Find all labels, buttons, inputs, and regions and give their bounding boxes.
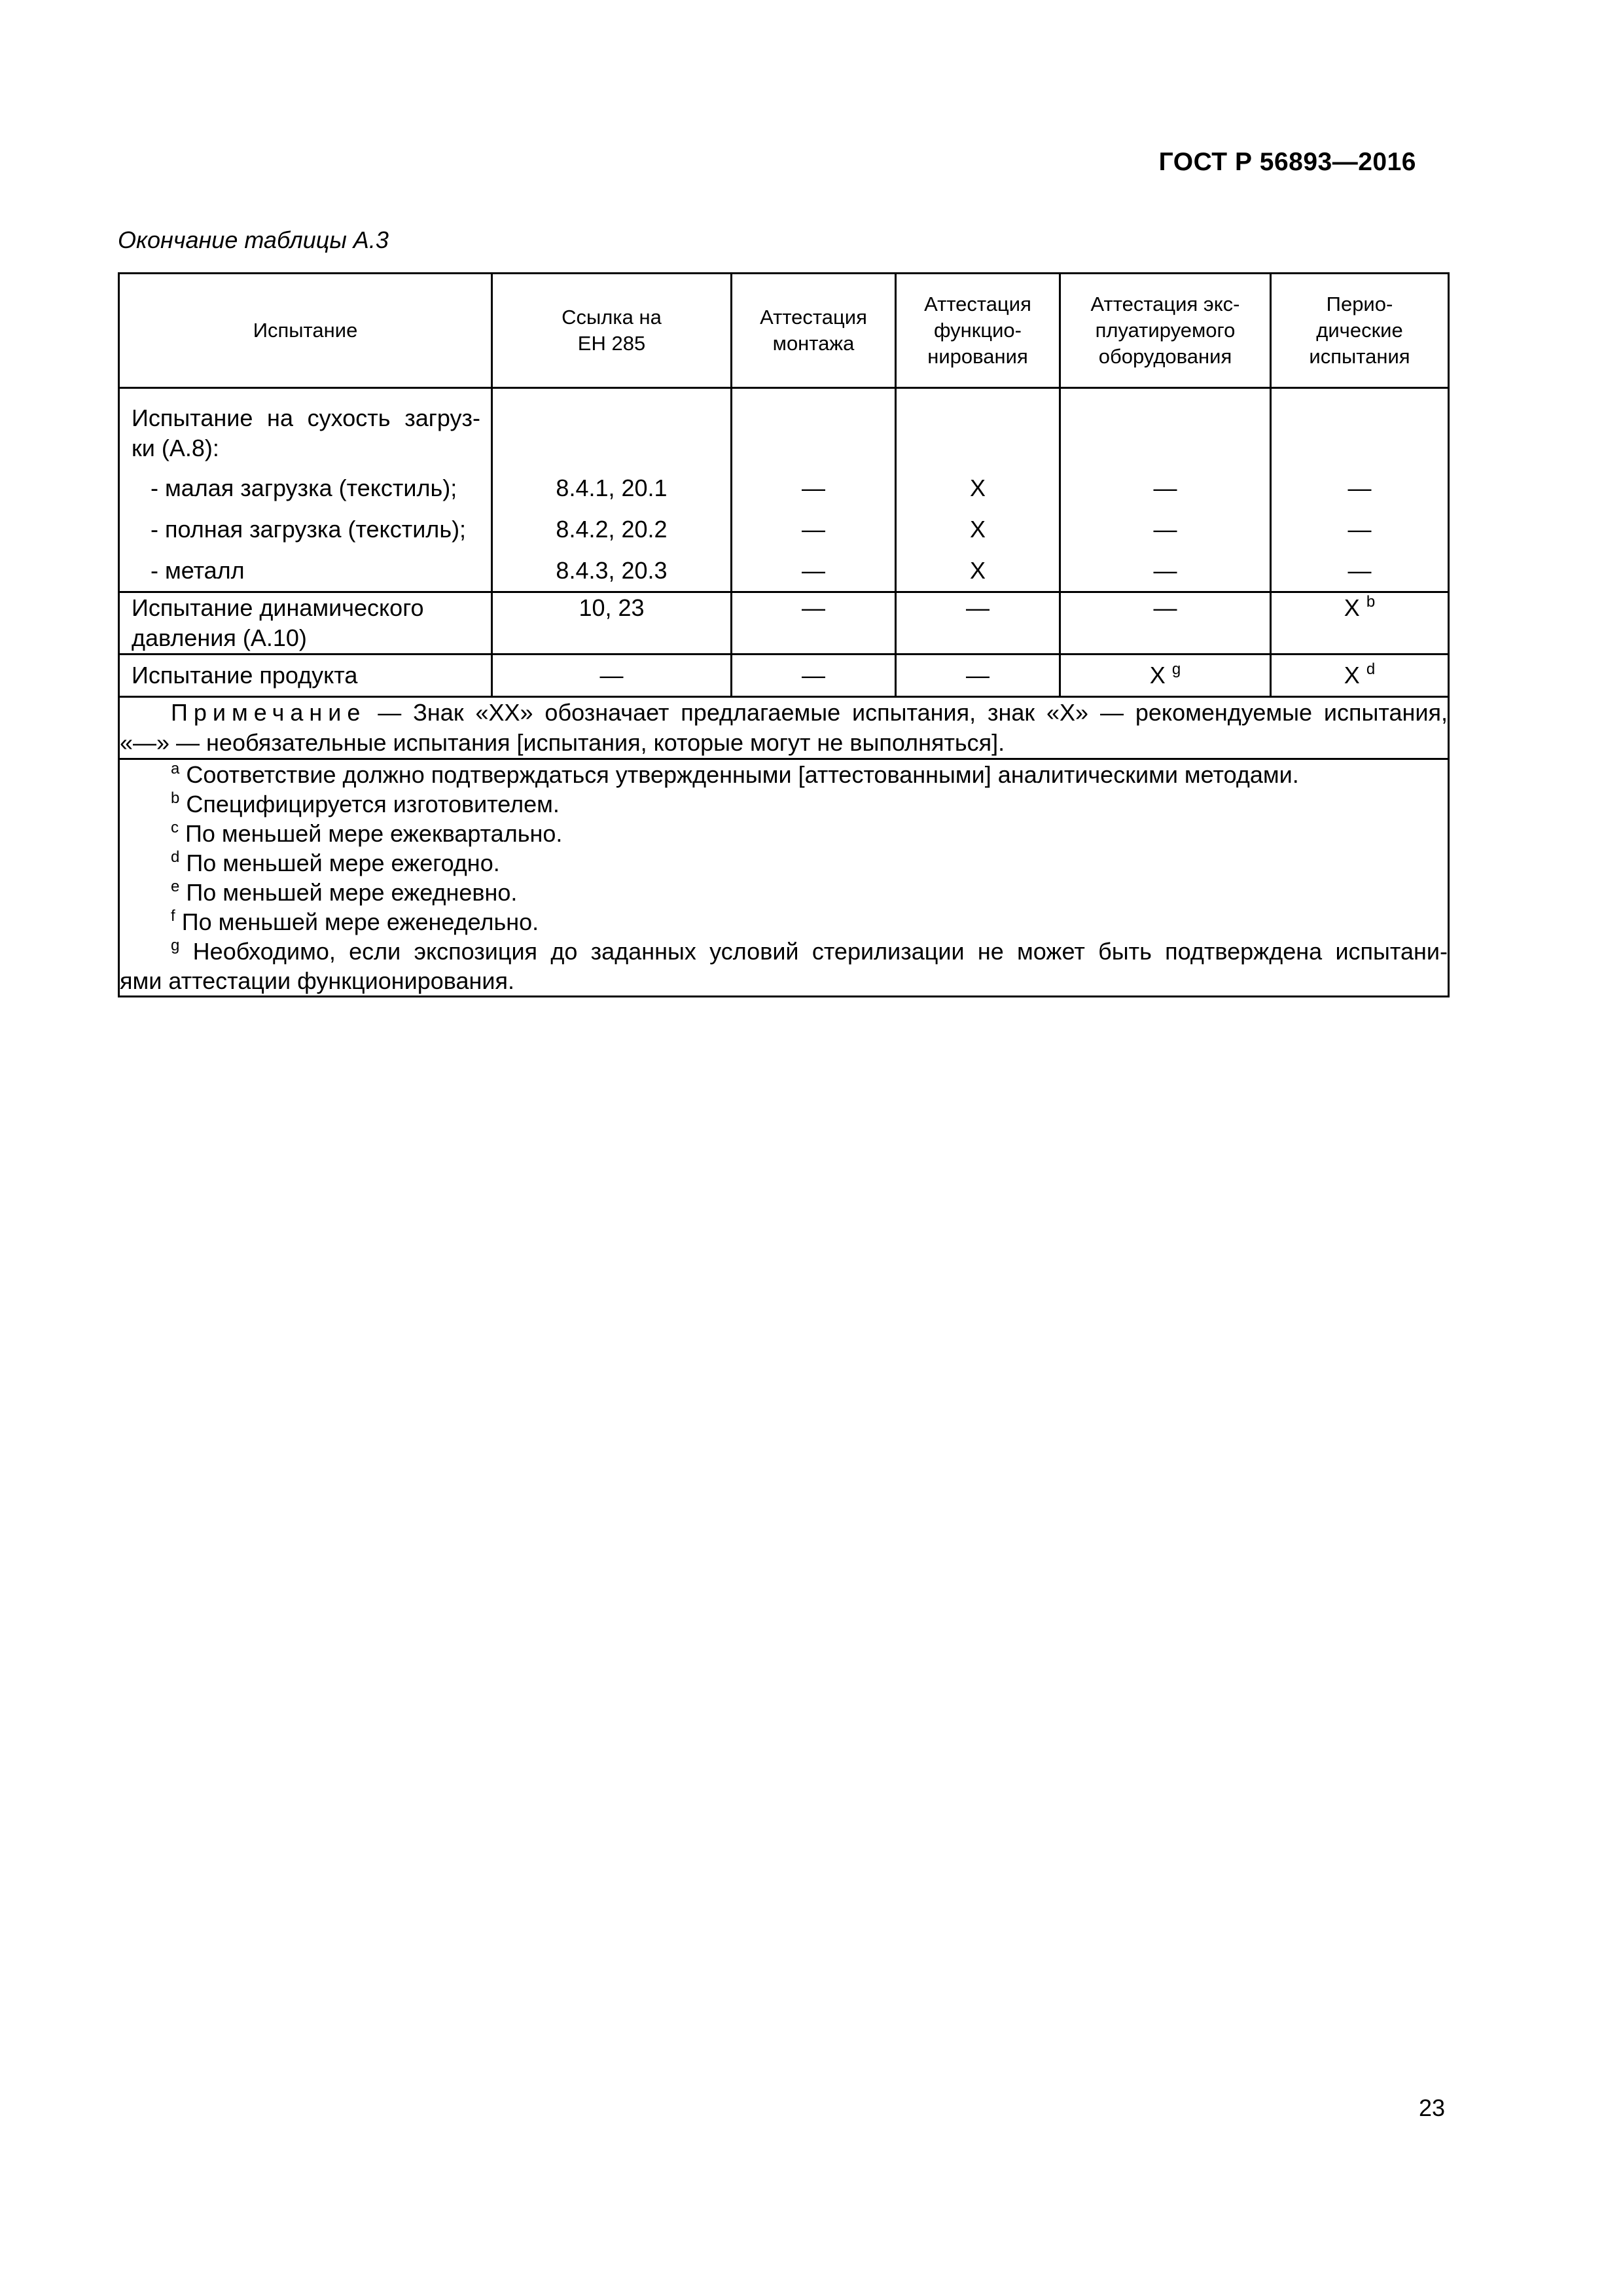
footnote (120, 878, 1448, 907)
footnote-mark: c (171, 819, 179, 836)
reference-value: — (599, 662, 624, 689)
table-row-product (119, 655, 1449, 697)
mark-value: — (1153, 516, 1177, 543)
mark-value (1061, 660, 1270, 691)
column-header-operated-equipment: Аттестация экс- плуатируемого оборудования (1060, 274, 1271, 388)
mark-value: — (1347, 516, 1372, 543)
footnote-text: Специфицируется изготовителем. (186, 791, 560, 817)
mark-value: — (1153, 475, 1177, 501)
mark-value: — (966, 662, 990, 689)
table-footnotes-row (119, 759, 1449, 997)
column-header-functioning: Аттестация функцио- нирования (896, 274, 1060, 388)
note-line: «—» — необязательные испытания [испытания, которые могут не выполняться]. (120, 729, 1005, 756)
column-header-reference: Ссылка на ЕН 285 (492, 274, 732, 388)
mark-value: — (1347, 557, 1372, 584)
subtest-label: - металл (151, 557, 245, 584)
cell-operated (1060, 388, 1271, 592)
cell-periodic (1271, 655, 1449, 697)
footnote (120, 760, 1448, 789)
footnote-text: Необходимо, если экспозиция до заданных условий стерилизации не может быть подтверждена испытани- (192, 938, 1448, 965)
footnote-ref: g (1171, 660, 1181, 678)
mark-value (1272, 660, 1448, 691)
mark-value: — (802, 662, 825, 689)
cell-test (119, 592, 492, 655)
mark-value: — (966, 594, 990, 621)
mark-value: X (969, 475, 986, 501)
test-label: давления (А.10) (132, 624, 307, 651)
footnote (120, 907, 1448, 937)
cell-reference (492, 592, 732, 655)
mark-text: X (1149, 662, 1166, 689)
table-header-row (119, 274, 1449, 388)
note-line (120, 698, 1448, 728)
table-note (119, 697, 1449, 759)
cell-operated (1060, 655, 1271, 697)
cell-test (119, 655, 492, 697)
reference-value: 10, 23 (579, 594, 645, 621)
footnote-mark: e (171, 878, 180, 895)
footnote-mark: b (171, 789, 180, 807)
reference-value: 8.4.3, 20.3 (556, 557, 668, 584)
footnote-text: По меньшей мере ежеквартально. (185, 820, 563, 847)
footnote (120, 789, 1448, 819)
mark-value: — (802, 594, 825, 621)
cell-reference (492, 388, 732, 592)
cell-test (119, 388, 492, 592)
column-header-installation: Аттестация монтажа (732, 274, 896, 388)
mark-value: — (1153, 557, 1177, 584)
footnote-text: По меньшей мере ежедневно. (186, 879, 518, 906)
group-title-line: Испытание на сухость загруз- (132, 404, 480, 431)
table-row-dynamic-pressure (119, 592, 1449, 655)
subtest-label: - малая загрузка (текстиль); (151, 475, 457, 501)
mark-value: — (802, 516, 825, 543)
column-header-test: Испытание (119, 274, 492, 388)
footnote-mark: a (171, 760, 180, 778)
footnote (120, 819, 1448, 848)
footnote-text: По меньшей мере ежегодно. (186, 850, 500, 876)
footnote-ref: d (1366, 660, 1376, 678)
footnote-text: Соответствие должно подтверждаться утвержденными [аттестованными] аналитическими методами. (186, 761, 1299, 788)
footnote (120, 848, 1448, 878)
subtest-label: - полная загрузка (текстиль); (151, 516, 467, 543)
mark-text: X (1344, 594, 1360, 621)
cell-periodic (1271, 388, 1449, 592)
group-title-line: ки (А.8): (132, 435, 219, 461)
mark-value: — (1153, 594, 1177, 621)
mark-value: — (1347, 475, 1372, 501)
footnote-text: По меньшей мере еженедельно. (181, 908, 539, 935)
footnote-mark: g (171, 937, 180, 954)
cell-installation (732, 388, 896, 592)
footnote-mark: f (171, 907, 175, 925)
test-label: Испытание продукта (132, 662, 358, 689)
table-note-row (119, 697, 1449, 759)
cell-installation (732, 655, 896, 697)
page-number: 23 (1418, 2094, 1445, 2121)
note-text: — Знак «ХХ» обозначает предлагаемые испытания, знак «Х» — рекомендуемые испытания, (378, 699, 1448, 726)
document-code: ГОСТ Р 56893—2016 (1158, 148, 1416, 176)
mark-text: X (1344, 662, 1360, 689)
cell-operated (1060, 592, 1271, 655)
attestation-table (118, 272, 1450, 997)
cell-functioning (896, 388, 1060, 592)
footnote-mark: d (171, 848, 180, 866)
cell-periodic (1271, 592, 1449, 655)
footnotes (119, 759, 1449, 997)
mark-value: — (802, 475, 825, 501)
footnote-ref: b (1366, 593, 1376, 611)
table-row-dryness (119, 388, 1449, 592)
cell-functioning (896, 655, 1060, 697)
column-header-periodic: Перио- дические испытания (1271, 274, 1449, 388)
reference-value: 8.4.2, 20.2 (556, 516, 668, 543)
mark-value: X (969, 516, 986, 543)
mark-value: — (802, 557, 825, 584)
table-caption: Окончание таблицы А.3 (118, 226, 389, 253)
note-label: Примечание (171, 699, 366, 726)
cell-functioning (896, 592, 1060, 655)
cell-reference (492, 655, 732, 697)
reference-value: 8.4.1, 20.1 (556, 475, 668, 501)
mark-value (1272, 593, 1448, 623)
footnote (120, 937, 1448, 966)
test-label: Испытание динамического (132, 594, 424, 621)
cell-installation (732, 592, 896, 655)
footnote-continuation: ями аттестации функционирования. (120, 967, 514, 994)
mark-value: X (969, 557, 986, 584)
